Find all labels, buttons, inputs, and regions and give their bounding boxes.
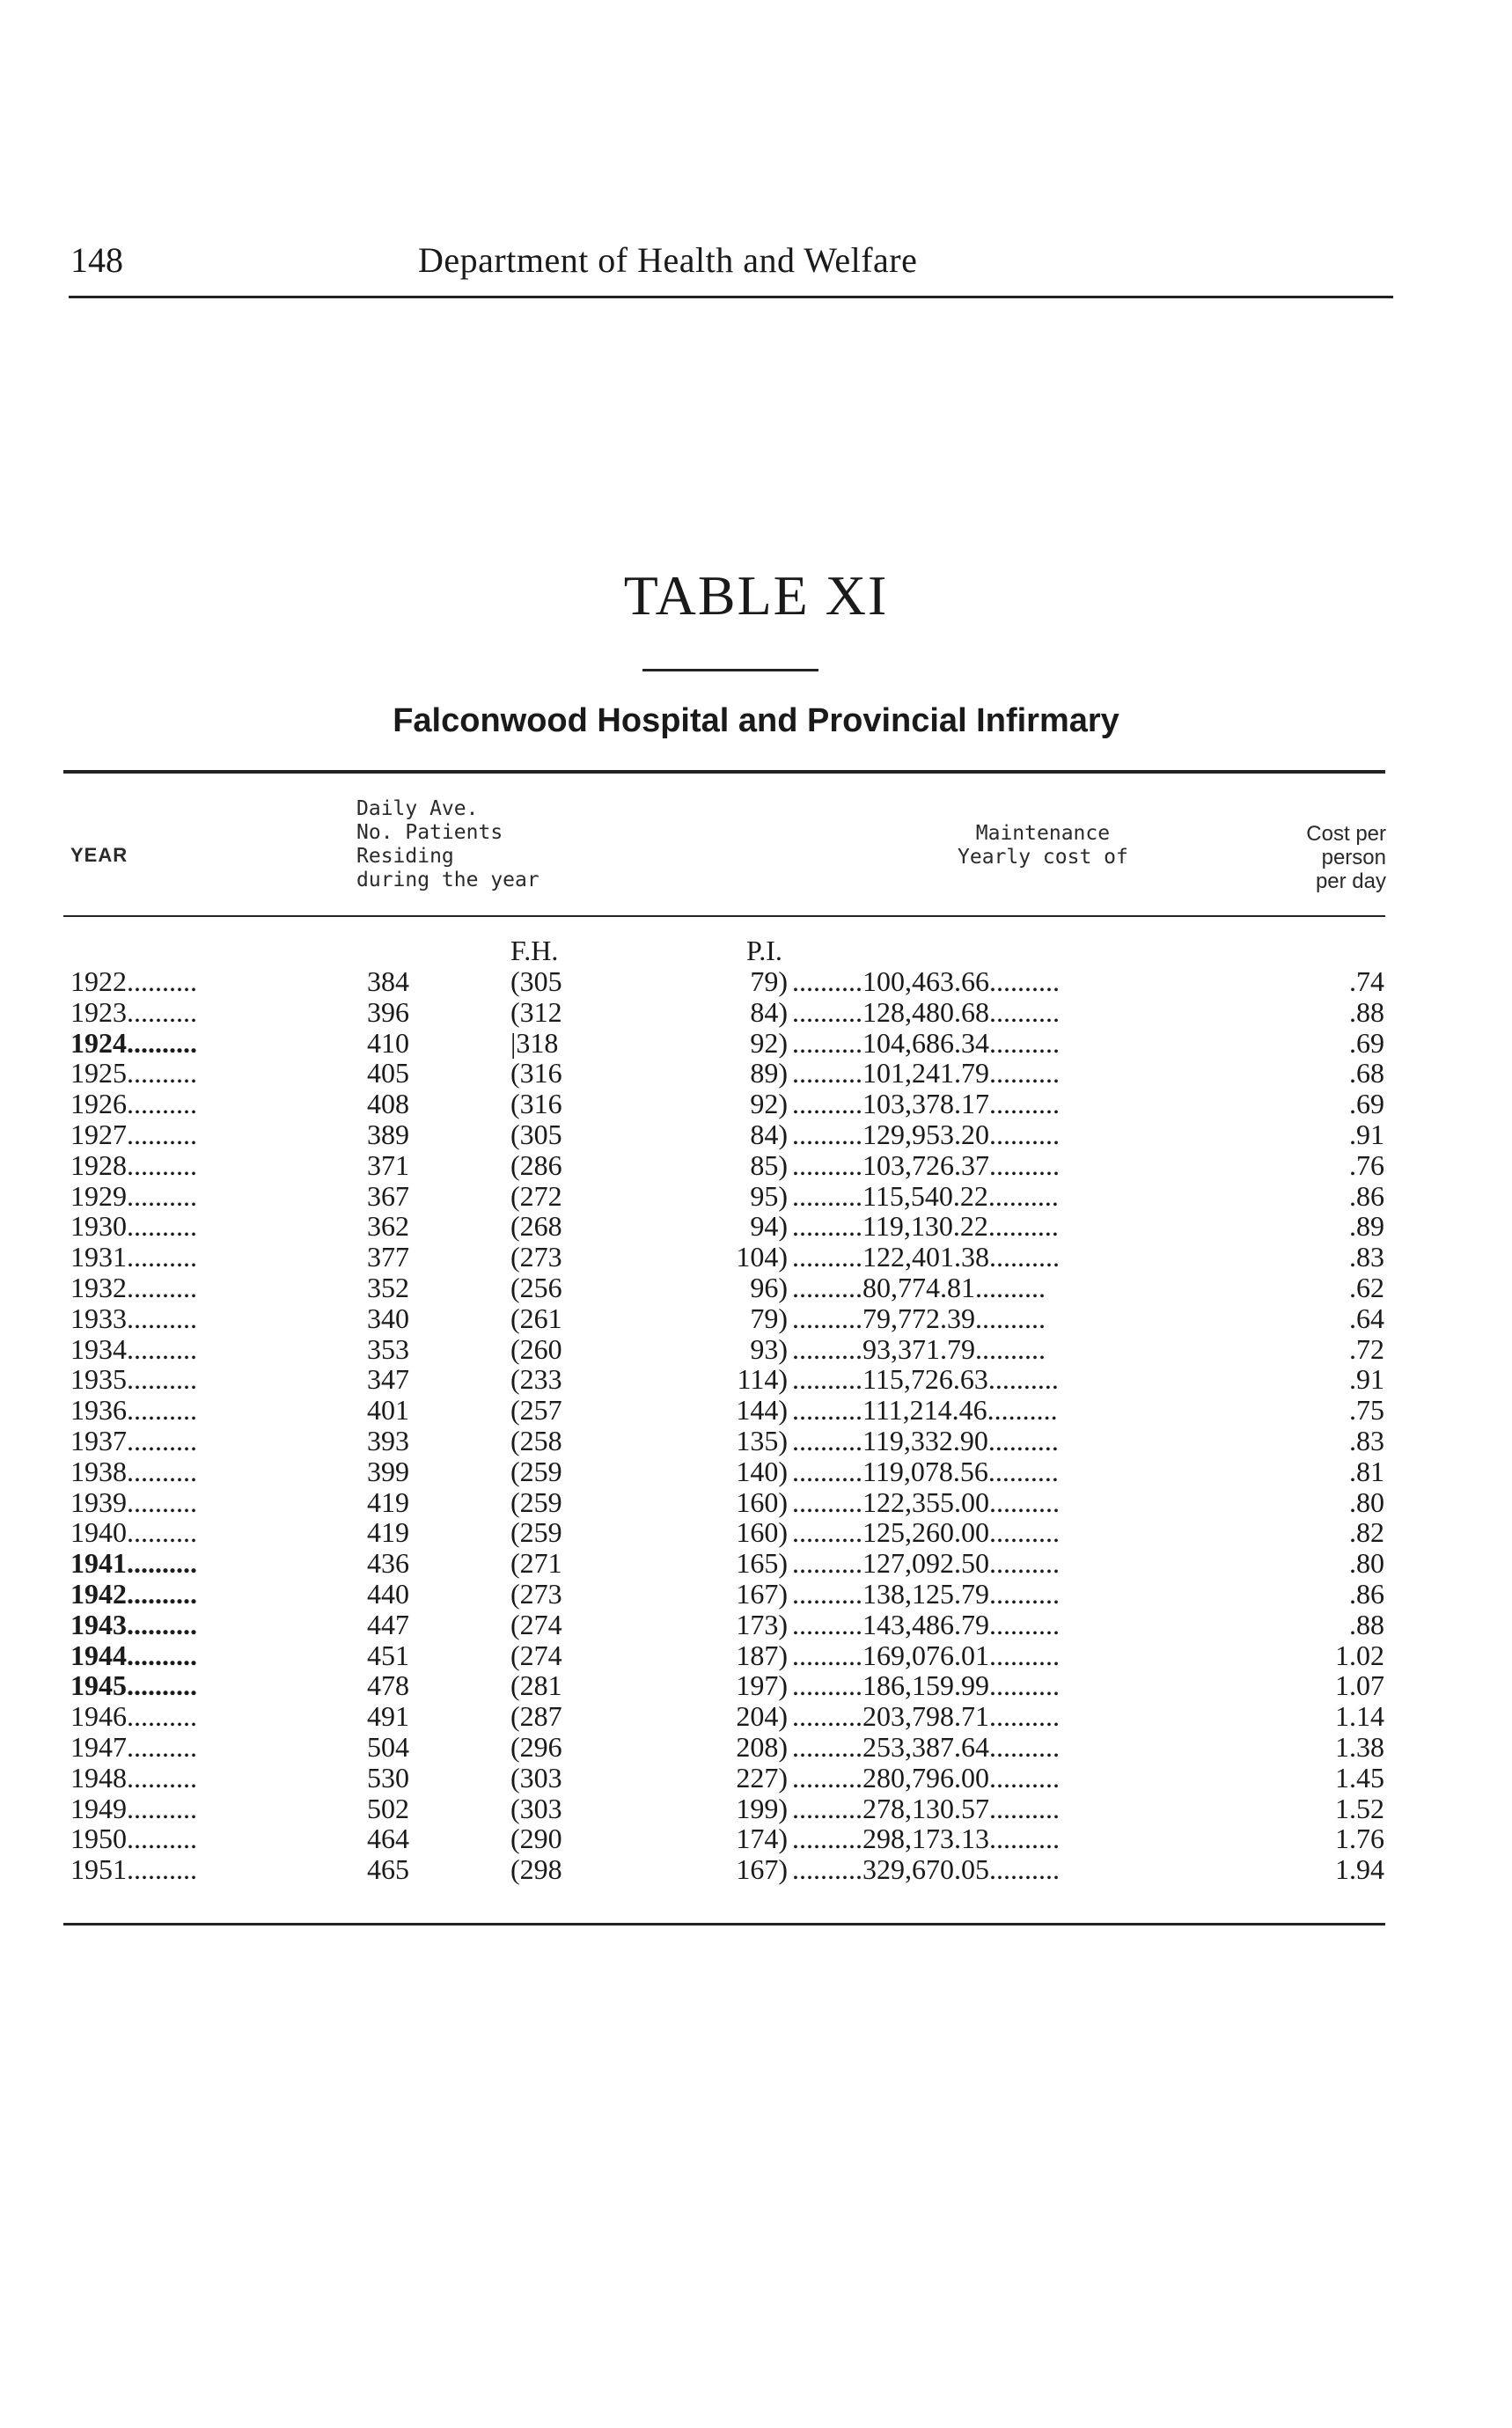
- pi-cell: 144): [736, 1394, 788, 1427]
- daily-average-cell: 410: [367, 1026, 409, 1059]
- header-bottom-rule: [63, 915, 1385, 917]
- year-cell: 1925..........: [70, 1057, 197, 1089]
- fh-cell: (303: [510, 1792, 562, 1824]
- maintenance-cell: ..........115,726.63..........: [792, 1363, 1059, 1396]
- pi-cell: 187): [736, 1639, 788, 1671]
- table-row: [0, 1028, 1512, 1059]
- pi-cell: 160): [736, 1516, 788, 1549]
- cost-per-day-cell: .86: [1349, 1577, 1384, 1610]
- cost-per-day-cell: .83: [1349, 1424, 1384, 1456]
- year-cell: 1940..........: [70, 1516, 197, 1549]
- table-row: [0, 1211, 1512, 1242]
- year-cell: 1924..........: [70, 1026, 197, 1059]
- daily-average-cell: 399: [367, 1455, 409, 1487]
- maintenance-cell: ..........169,076.01..........: [792, 1639, 1060, 1671]
- pi-cell: 79): [750, 965, 788, 997]
- maintenance-cell: ..........253,387.64..........: [792, 1730, 1060, 1763]
- cost-per-day-cell: 1.38: [1335, 1730, 1384, 1763]
- pi-cell: 79): [750, 1302, 788, 1334]
- cost-per-day-cell: .80: [1349, 1485, 1384, 1518]
- daily-average-cell: 393: [367, 1424, 409, 1456]
- daily-average-cell: 440: [367, 1577, 409, 1610]
- daily-header-line: Residing: [356, 845, 454, 868]
- subheader-pi: P.I.: [746, 935, 782, 966]
- fh-cell: (281: [510, 1669, 562, 1702]
- daily-average-cell: 504: [367, 1730, 409, 1763]
- pi-cell: 160): [736, 1485, 788, 1518]
- cost-per-day-cell: .72: [1349, 1332, 1384, 1365]
- daily-average-cell: 401: [367, 1394, 409, 1427]
- pi-cell: 167): [736, 1853, 788, 1886]
- year-cell: 1948..........: [70, 1761, 197, 1793]
- pi-cell: 197): [736, 1669, 788, 1702]
- table-row: [0, 1732, 1512, 1763]
- fh-cell: (259: [510, 1455, 562, 1487]
- cost-per-day-cell: .86: [1349, 1179, 1384, 1212]
- fh-cell: (273: [510, 1577, 562, 1610]
- page-number: 148: [70, 240, 123, 280]
- fh-cell: |318: [510, 1026, 559, 1059]
- fh-cell: (274: [510, 1639, 562, 1671]
- cost-per-day-cell: .62: [1349, 1271, 1384, 1303]
- cost-per-day-cell: .91: [1349, 1363, 1384, 1396]
- daily-average-cell: 478: [367, 1669, 409, 1702]
- maintenance-cell: ..........103,378.17..........: [792, 1088, 1060, 1120]
- pi-cell: 199): [736, 1792, 788, 1824]
- daily-average-cell: 405: [367, 1057, 409, 1089]
- table-row: [0, 1579, 1512, 1610]
- year-cell: 1941..........: [70, 1547, 197, 1580]
- daily-header-line: No. Patients: [356, 821, 503, 844]
- pi-cell: 135): [736, 1424, 788, 1456]
- fh-cell: (286: [510, 1148, 562, 1181]
- daily-average-cell: 352: [367, 1271, 409, 1303]
- maintenance-cell: ..........80,774.81..........: [792, 1271, 1046, 1303]
- daily-average-cell: 377: [367, 1241, 409, 1273]
- pi-cell: 174): [736, 1823, 788, 1855]
- year-cell: 1942..........: [70, 1577, 197, 1610]
- table-row: [0, 1058, 1512, 1089]
- maintenance-cell: ..........100,463.66..........: [792, 965, 1060, 997]
- cost-per-day-cell: .88: [1349, 995, 1384, 1028]
- pi-cell: 92): [750, 1088, 788, 1120]
- maintenance-cell: ..........111,214.46..........: [792, 1394, 1058, 1427]
- maintenance-cell: ..........93,371.79..........: [792, 1332, 1046, 1365]
- year-cell: 1935..........: [70, 1363, 197, 1396]
- maintenance-cell: ..........115,540.22..........: [792, 1179, 1059, 1212]
- table-row: [0, 1456, 1512, 1487]
- cost-per-day-cell: 1.76: [1335, 1823, 1384, 1855]
- pi-cell: 227): [736, 1761, 788, 1793]
- daily-average-cell: 491: [367, 1700, 409, 1733]
- cost-per-day-cell: .91: [1349, 1118, 1384, 1150]
- fh-cell: (261: [510, 1302, 562, 1334]
- fh-cell: (271: [510, 1547, 562, 1580]
- daily-average-cell: 367: [367, 1179, 409, 1212]
- year-cell: 1932..........: [70, 1271, 197, 1303]
- maintenance-cell: ..........280,796.00..........: [792, 1761, 1060, 1793]
- table-top-rule: [63, 770, 1385, 774]
- subheader-fh: F.H.: [510, 935, 559, 966]
- table-row: [0, 1793, 1512, 1824]
- maintenance-cell: ..........298,173.13..........: [792, 1823, 1060, 1855]
- maintenance-cell: ..........329,670.05..........: [792, 1853, 1060, 1886]
- table-row: [0, 1395, 1512, 1426]
- daily-average-cell: 389: [367, 1118, 409, 1150]
- daily-average-cell: 362: [367, 1210, 409, 1243]
- year-cell: 1923..........: [70, 995, 197, 1028]
- table-row: [0, 1854, 1512, 1885]
- fh-cell: (316: [510, 1088, 562, 1120]
- fh-cell: (305: [510, 965, 562, 997]
- table-row: [0, 1610, 1512, 1640]
- pi-cell: 84): [750, 995, 788, 1028]
- pi-cell: 140): [736, 1455, 788, 1487]
- cost-per-day-cell: .69: [1349, 1088, 1384, 1120]
- table-row: [0, 1303, 1512, 1334]
- year-cell: 1931..........: [70, 1241, 197, 1273]
- running-title: Department of Health and Welfare: [418, 240, 918, 280]
- pi-cell: 84): [750, 1118, 788, 1150]
- year-cell: 1946..........: [70, 1700, 197, 1733]
- year-cell: 1951..........: [70, 1853, 197, 1886]
- pi-cell: 95): [750, 1179, 788, 1212]
- year-cell: 1945..........: [70, 1669, 197, 1702]
- maintenance-header-line: Maintenance: [975, 822, 1111, 845]
- title-rule: [642, 669, 818, 671]
- daily-average-cell: 396: [367, 995, 409, 1028]
- cost-header-line: person: [1321, 846, 1386, 869]
- fh-cell: (312: [510, 995, 562, 1028]
- year-cell: 1943..........: [70, 1608, 197, 1640]
- daily-average-cell: 340: [367, 1302, 409, 1334]
- table-row: [0, 1089, 1512, 1119]
- table-row: [0, 1364, 1512, 1395]
- maintenance-header-line: Yearly cost of: [958, 846, 1128, 869]
- fh-cell: (257: [510, 1394, 562, 1427]
- cost-per-day-cell: 1.07: [1335, 1669, 1384, 1702]
- cost-per-day-cell: 1.52: [1335, 1792, 1384, 1824]
- pi-cell: 114): [737, 1363, 788, 1396]
- fh-cell: (296: [510, 1730, 562, 1763]
- daily-average-cell: 502: [367, 1792, 409, 1824]
- column-header-cost-per-day: [1254, 822, 1386, 893]
- year-cell: 1947..........: [70, 1730, 197, 1763]
- table-body: [0, 966, 1512, 1885]
- daily-average-cell: 464: [367, 1823, 409, 1855]
- fh-cell: (259: [510, 1516, 562, 1549]
- cost-per-day-cell: .82: [1349, 1516, 1384, 1549]
- column-header-maintenance: [958, 822, 1128, 869]
- maintenance-cell: ..........278,130.57..........: [792, 1792, 1060, 1824]
- pi-cell: 208): [736, 1730, 788, 1763]
- year-cell: 1937..........: [70, 1424, 197, 1456]
- year-cell: 1928..........: [70, 1148, 197, 1181]
- table-row: [0, 1334, 1512, 1365]
- year-cell: 1929..........: [70, 1179, 197, 1212]
- fh-cell: (256: [510, 1271, 562, 1303]
- cost-per-day-cell: .64: [1349, 1302, 1384, 1334]
- table-row: [0, 1273, 1512, 1303]
- cost-per-day-cell: .89: [1349, 1210, 1384, 1243]
- pi-cell: 167): [736, 1577, 788, 1610]
- fh-cell: (305: [510, 1118, 562, 1150]
- cost-per-day-cell: .75: [1349, 1394, 1384, 1427]
- cost-per-day-cell: .81: [1349, 1455, 1384, 1487]
- maintenance-cell: ..........129,953.20..........: [792, 1118, 1060, 1150]
- cost-per-day-cell: .88: [1349, 1608, 1384, 1640]
- maintenance-cell: ..........186,159.99..........: [792, 1669, 1060, 1702]
- year-cell: 1926..........: [70, 1088, 197, 1120]
- cost-per-day-cell: .80: [1349, 1547, 1384, 1580]
- table-row: [0, 1426, 1512, 1456]
- cost-per-day-cell: 1.94: [1335, 1853, 1384, 1886]
- table-row: [0, 1150, 1512, 1181]
- table-row: [0, 1487, 1512, 1518]
- header-rule: [69, 296, 1393, 298]
- fh-cell: (268: [510, 1210, 562, 1243]
- daily-average-cell: 419: [367, 1485, 409, 1518]
- year-cell: 1922..........: [70, 965, 197, 997]
- pi-cell: 96): [750, 1271, 788, 1303]
- table-bottom-rule: [63, 1923, 1385, 1926]
- table-row: [0, 1548, 1512, 1579]
- maintenance-cell: ..........127,092.50..........: [792, 1547, 1060, 1580]
- maintenance-cell: ..........143,486.79..........: [792, 1608, 1060, 1640]
- maintenance-cell: ..........138,125.79..........: [792, 1577, 1060, 1610]
- cost-per-day-cell: .83: [1349, 1241, 1384, 1273]
- cost-header-line: Cost per: [1306, 822, 1386, 846]
- table-row: [0, 997, 1512, 1028]
- table-row: [0, 1763, 1512, 1793]
- table-row: [0, 1119, 1512, 1150]
- table-row: [0, 1640, 1512, 1671]
- cost-per-day-cell: .68: [1349, 1057, 1384, 1089]
- year-cell: 1934..........: [70, 1332, 197, 1365]
- fh-cell: (233: [510, 1363, 562, 1396]
- maintenance-cell: ..........119,332.90..........: [792, 1424, 1059, 1456]
- daily-average-cell: 408: [367, 1088, 409, 1120]
- pi-cell: 94): [750, 1210, 788, 1243]
- pi-cell: 204): [736, 1700, 788, 1733]
- year-cell: 1938..........: [70, 1455, 197, 1487]
- cost-per-day-cell: 1.02: [1335, 1639, 1384, 1671]
- maintenance-cell: ..........119,078.56..........: [792, 1455, 1059, 1487]
- fh-cell: (274: [510, 1608, 562, 1640]
- maintenance-cell: ..........101,241.79..........: [792, 1057, 1060, 1089]
- maintenance-cell: ..........104,686.34..........: [792, 1026, 1060, 1059]
- table-row: [0, 1701, 1512, 1732]
- pi-cell: 92): [750, 1026, 788, 1059]
- table-title: TABLE XI: [623, 564, 889, 627]
- daily-header-line: during the year: [356, 869, 539, 891]
- table-subtitle: Falconwood Hospital and Provincial Infirmary: [393, 702, 1119, 739]
- table-row: [0, 1242, 1512, 1273]
- year-cell: 1944..........: [70, 1639, 197, 1671]
- fh-cell: (290: [510, 1823, 562, 1855]
- daily-average-cell: 419: [367, 1516, 409, 1549]
- year-cell: 1930..........: [70, 1210, 197, 1243]
- cost-per-day-cell: .74: [1349, 965, 1384, 997]
- fh-cell: (287: [510, 1700, 562, 1733]
- column-header-daily-average: [356, 797, 539, 892]
- cost-per-day-cell: .69: [1349, 1026, 1384, 1059]
- pi-cell: 165): [736, 1547, 788, 1580]
- cost-per-day-cell: .76: [1349, 1148, 1384, 1181]
- year-cell: 1950..........: [70, 1823, 197, 1855]
- maintenance-cell: ..........203,798.71..........: [792, 1700, 1060, 1733]
- daily-average-cell: 353: [367, 1332, 409, 1365]
- fh-cell: (273: [510, 1241, 562, 1273]
- pi-cell: 104): [736, 1241, 788, 1273]
- maintenance-cell: ..........79,772.39..........: [792, 1302, 1046, 1334]
- column-header-year: YEAR: [70, 844, 128, 866]
- pi-cell: 85): [750, 1148, 788, 1181]
- pi-cell: 173): [736, 1608, 788, 1640]
- daily-average-cell: 384: [367, 965, 409, 997]
- daily-average-cell: 530: [367, 1761, 409, 1793]
- daily-average-cell: 451: [367, 1639, 409, 1671]
- maintenance-cell: ..........119,130.22..........: [792, 1210, 1059, 1243]
- cost-per-day-cell: 1.14: [1335, 1700, 1384, 1733]
- maintenance-cell: ..........122,401.38..........: [792, 1241, 1060, 1273]
- maintenance-cell: ..........103,726.37..........: [792, 1148, 1060, 1181]
- daily-header-line: Daily Ave.: [356, 797, 479, 820]
- fh-cell: (272: [510, 1179, 562, 1212]
- fh-cell: (303: [510, 1761, 562, 1793]
- pi-cell: 89): [750, 1057, 788, 1089]
- daily-average-cell: 371: [367, 1148, 409, 1181]
- cost-per-day-cell: 1.45: [1335, 1761, 1384, 1793]
- year-cell: 1939..........: [70, 1485, 197, 1518]
- table-row: [0, 1181, 1512, 1212]
- daily-average-cell: 465: [367, 1853, 409, 1886]
- year-cell: 1927..........: [70, 1118, 197, 1150]
- table-row: [0, 1517, 1512, 1548]
- year-cell: 1933..........: [70, 1302, 197, 1334]
- cost-header-line: per day: [1315, 869, 1386, 893]
- maintenance-cell: ..........125,260.00..........: [792, 1516, 1060, 1549]
- daily-average-cell: 447: [367, 1608, 409, 1640]
- table-row: [0, 1670, 1512, 1701]
- fh-cell: (260: [510, 1332, 562, 1365]
- pi-cell: 93): [750, 1332, 788, 1365]
- maintenance-cell: ..........128,480.68..........: [792, 995, 1060, 1028]
- table-row: [0, 1823, 1512, 1854]
- fh-cell: (316: [510, 1057, 562, 1089]
- maintenance-cell: ..........122,355.00..........: [792, 1485, 1060, 1518]
- fh-cell: (298: [510, 1853, 562, 1886]
- year-cell: 1949..........: [70, 1792, 197, 1824]
- daily-average-cell: 347: [367, 1363, 409, 1396]
- table-row: [0, 966, 1512, 997]
- fh-cell: (259: [510, 1485, 562, 1518]
- daily-average-cell: 436: [367, 1547, 409, 1580]
- fh-cell: (258: [510, 1424, 562, 1456]
- year-cell: 1936..........: [70, 1394, 197, 1427]
